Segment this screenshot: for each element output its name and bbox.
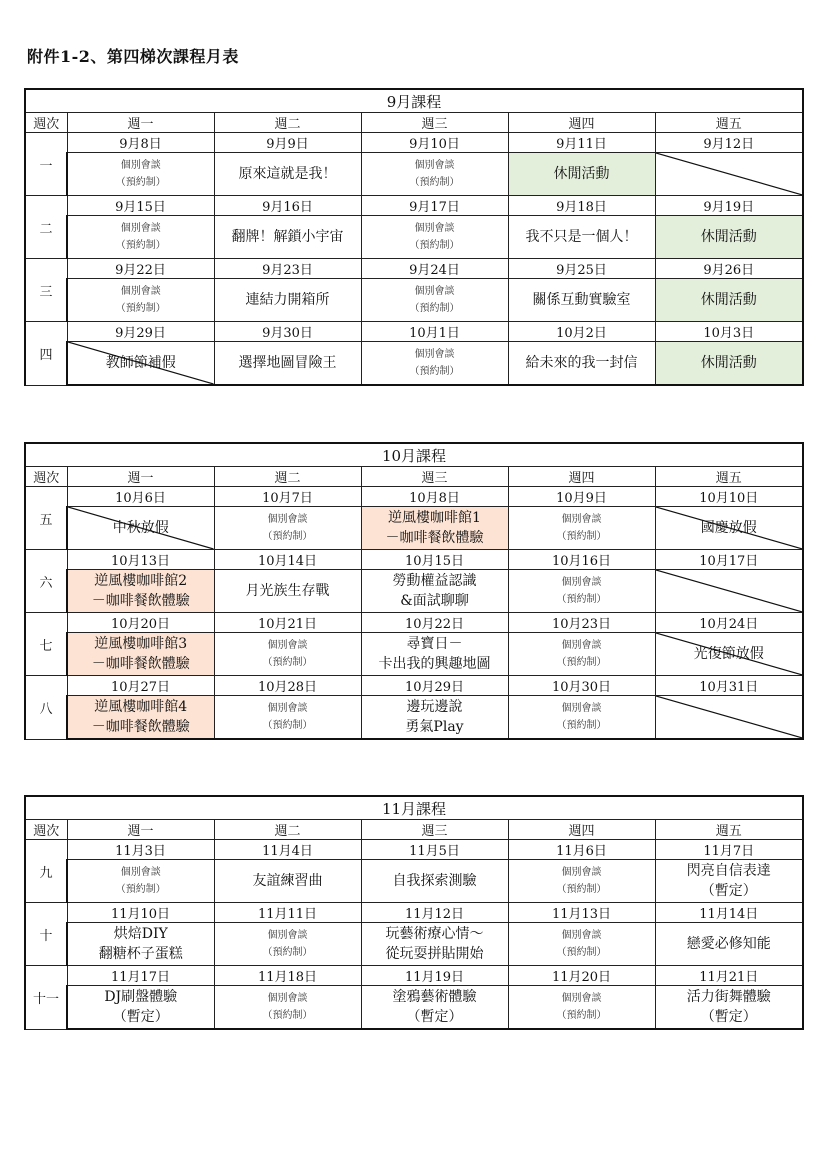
month-title-row (25, 443, 803, 467)
date-cell: 10月10日 (655, 487, 803, 507)
course-title-line: 戀愛必修知能 (686, 936, 771, 952)
activity-row (25, 216, 803, 259)
course-cell (361, 986, 508, 1030)
diagonal-strike-line (656, 153, 803, 195)
activity-row (25, 570, 803, 613)
leisure-activity-cell (655, 216, 803, 259)
weekday-header: 週四 (508, 467, 655, 487)
individual-counseling-cell (508, 986, 655, 1030)
individual-counseling-line: （預約制） (556, 947, 607, 958)
course-title-line: 連結力開箱所 (245, 292, 330, 308)
course-title-line: 給未來的我一封信 (525, 355, 638, 371)
course-title-line: 逆風樓咖啡館4 (94, 699, 188, 715)
date-row (25, 613, 803, 633)
weekday-header: 週四 (508, 113, 655, 133)
course-title-line: 休閒活動 (700, 355, 757, 371)
individual-counseling-line: 個別會談 (120, 160, 161, 171)
individual-counseling-line: 個別會談 (120, 286, 161, 297)
date-cell: 9月24日 (361, 259, 508, 279)
date-cell: 10月1日 (361, 322, 508, 342)
date-cell: 10月15日 (361, 550, 508, 570)
activity-row (25, 633, 803, 676)
course-title-line: 閃亮自信表達 (686, 863, 771, 879)
date-cell: 9月12日 (655, 133, 803, 153)
week-number: 五 (25, 487, 67, 550)
individual-counseling-line: （預約制） (556, 657, 607, 668)
date-cell: 10月14日 (214, 550, 361, 570)
activity-row (25, 342, 803, 386)
individual-counseling-line: 個別會談 (561, 993, 602, 1004)
diagonal-strike-line (656, 570, 803, 612)
activity-row (25, 153, 803, 196)
course-title-line: 逆風樓咖啡館3 (94, 636, 188, 652)
week-number: 一 (25, 133, 67, 196)
course-cell (508, 279, 655, 322)
individual-counseling-line: （預約制） (409, 240, 460, 251)
course-title-line: 玩藝術療心情～ (385, 926, 484, 942)
course-cell (508, 216, 655, 259)
course-cell (361, 633, 508, 676)
weekday-header-row (25, 467, 803, 487)
course-title-line: 活力街舞體驗 (686, 989, 771, 1005)
weekday-header: 週一 (67, 820, 214, 840)
holiday-label: 國慶放假 (700, 520, 757, 536)
week-number: 四 (25, 322, 67, 386)
course-title-line: 友誼練習曲 (252, 873, 323, 889)
individual-counseling-line: 個別會談 (414, 160, 455, 171)
individual-counseling-line: 個別會談 (561, 930, 602, 941)
weekday-header: 週二 (214, 113, 361, 133)
empty-slash-cell (655, 696, 803, 740)
individual-counseling-line: 個別會談 (561, 867, 602, 878)
course-title-line: －咖啡餐飲體驗 (91, 656, 190, 672)
week-number: 六 (25, 550, 67, 613)
course-title-line: 逆風樓咖啡館2 (94, 573, 188, 589)
date-cell: 10月13日 (67, 550, 214, 570)
date-cell: 11月21日 (655, 966, 803, 986)
course-title-line: 我不只是一個人！ (525, 229, 638, 245)
individual-counseling-cell (508, 860, 655, 903)
weekday-header: 週五 (655, 113, 803, 133)
date-row (25, 840, 803, 860)
date-cell: 9月11日 (508, 133, 655, 153)
individual-counseling-line: （預約制） (556, 531, 607, 542)
course-cell (655, 986, 803, 1030)
empty-slash-cell (655, 153, 803, 196)
activity-row (25, 986, 803, 1030)
course-title-line: 選擇地圖冒險王 (238, 355, 337, 371)
date-cell: 9月22日 (67, 259, 214, 279)
individual-counseling-line: 個別會談 (561, 703, 602, 714)
date-cell: 10月30日 (508, 676, 655, 696)
course-cell (361, 923, 508, 966)
course-title-line: （暫定） (700, 1009, 757, 1025)
diagonal-strike-line (656, 696, 803, 738)
week-column-header: 週次 (25, 467, 67, 487)
week-number: 三 (25, 259, 67, 322)
individual-counseling-line: （預約制） (115, 240, 166, 251)
date-cell: 11月11日 (214, 903, 361, 923)
course-cell (655, 923, 803, 966)
course-title-line: 休閒活動 (553, 166, 610, 182)
date-cell: 9月10日 (361, 133, 508, 153)
date-cell: 9月19日 (655, 196, 803, 216)
course-title-line: 關係互動實驗室 (532, 292, 631, 308)
date-row (25, 550, 803, 570)
date-row (25, 133, 803, 153)
activity-row (25, 860, 803, 903)
date-cell: 10月2日 (508, 322, 655, 342)
week-number: 十一 (25, 966, 67, 1030)
individual-counseling-cell (361, 216, 508, 259)
weekday-header: 週四 (508, 820, 655, 840)
week-column-header: 週次 (25, 113, 67, 133)
date-cell: 10月9日 (508, 487, 655, 507)
course-title-line: 休閒活動 (700, 229, 757, 245)
course-title-line: 勇氣Play (405, 719, 464, 735)
holiday-label: 教師節補假 (105, 355, 176, 371)
date-cell: 10月27日 (67, 676, 214, 696)
month-title: 11月課程 (25, 796, 803, 820)
course-cell (214, 216, 361, 259)
individual-counseling-line: （預約制） (556, 1010, 607, 1021)
individual-counseling-line: 個別會談 (414, 286, 455, 297)
course-title-line: &面試聊聊 (400, 593, 469, 609)
date-cell: 10月3日 (655, 322, 803, 342)
course-cell (67, 923, 214, 966)
course-title-line: 休閒活動 (700, 292, 757, 308)
week-column-header: 週次 (25, 820, 67, 840)
individual-counseling-line: （預約制） (409, 303, 460, 314)
individual-counseling-cell (508, 633, 655, 676)
date-cell: 11月10日 (67, 903, 214, 923)
week-number: 八 (25, 676, 67, 740)
course-title-line: 邊玩邊說 (406, 699, 463, 715)
date-cell: 11月18日 (214, 966, 361, 986)
course-cell (67, 986, 214, 1030)
course-title-line: （暫定） (700, 883, 757, 899)
month-title: 10月課程 (25, 443, 803, 467)
weekday-header: 週五 (655, 820, 803, 840)
date-cell: 10月6日 (67, 487, 214, 507)
weekday-header: 週三 (361, 467, 508, 487)
date-cell: 10月31日 (655, 676, 803, 696)
individual-counseling-cell (214, 696, 361, 740)
individual-counseling-line: （預約制） (262, 531, 313, 542)
date-row (25, 322, 803, 342)
date-cell: 10月20日 (67, 613, 214, 633)
date-cell: 9月9日 (214, 133, 361, 153)
individual-counseling-line: （預約制） (115, 884, 166, 895)
holiday-cell (655, 633, 803, 676)
course-cell (361, 570, 508, 613)
holiday-label: 光復節放假 (693, 646, 764, 662)
individual-counseling-cell (361, 279, 508, 322)
activity-row (25, 279, 803, 322)
course-title-line: 烘焙DIY (113, 926, 168, 942)
individual-counseling-line: 個別會談 (414, 223, 455, 234)
date-cell: 9月23日 (214, 259, 361, 279)
activity-row (25, 507, 803, 550)
date-cell: 9月8日 (67, 133, 214, 153)
individual-counseling-line: 個別會談 (120, 223, 161, 234)
date-cell: 10月17日 (655, 550, 803, 570)
date-cell: 11月4日 (214, 840, 361, 860)
individual-counseling-line: （預約制） (115, 177, 166, 188)
empty-slash-cell (655, 570, 803, 613)
cafe-experience-cell (67, 633, 214, 676)
course-cell (214, 570, 361, 613)
course-title-line: （暫定） (406, 1009, 463, 1025)
individual-counseling-cell (508, 570, 655, 613)
individual-counseling-line: 個別會談 (267, 930, 308, 941)
date-row (25, 966, 803, 986)
date-cell: 11月13日 (508, 903, 655, 923)
date-cell: 11月3日 (67, 840, 214, 860)
course-cell (361, 696, 508, 740)
individual-counseling-line: （預約制） (262, 1010, 313, 1021)
holiday-cell (655, 507, 803, 550)
individual-counseling-cell (67, 860, 214, 903)
course-title-line: 塗鴉藝術體驗 (392, 989, 477, 1005)
individual-counseling-line: 個別會談 (267, 993, 308, 1004)
course-title-line: －咖啡餐飲體驗 (385, 530, 484, 546)
individual-counseling-line: 個別會談 (267, 514, 308, 525)
holiday-cell (67, 507, 214, 550)
date-cell: 10月29日 (361, 676, 508, 696)
date-cell: 10月24日 (655, 613, 803, 633)
date-cell: 9月29日 (67, 322, 214, 342)
course-cell (361, 860, 508, 903)
date-cell: 11月17日 (67, 966, 214, 986)
individual-counseling-line: 個別會談 (267, 640, 308, 651)
individual-counseling-cell (214, 923, 361, 966)
date-cell: 9月18日 (508, 196, 655, 216)
course-title-line: 尋寶日－ (406, 636, 463, 652)
individual-counseling-cell (214, 507, 361, 550)
cafe-experience-cell (361, 507, 508, 550)
individual-counseling-cell (508, 696, 655, 740)
individual-counseling-cell (67, 216, 214, 259)
course-title-line: 自我探索測驗 (392, 873, 477, 889)
individual-counseling-line: 個別會談 (267, 703, 308, 714)
cafe-experience-cell (67, 570, 214, 613)
course-cell (508, 342, 655, 386)
course-title-line: 逆風樓咖啡館1 (388, 510, 481, 526)
date-cell: 9月16日 (214, 196, 361, 216)
week-number: 七 (25, 613, 67, 676)
individual-counseling-line: （預約制） (262, 657, 313, 668)
course-title-line: －咖啡餐飲體驗 (91, 719, 190, 735)
individual-counseling-line: （預約制） (409, 366, 460, 377)
schedule-table-11-month (24, 795, 804, 1030)
date-cell: 11月20日 (508, 966, 655, 986)
course-title-line: －咖啡餐飲體驗 (91, 593, 190, 609)
individual-counseling-cell (67, 153, 214, 196)
individual-counseling-cell (361, 153, 508, 196)
cafe-experience-cell (67, 696, 214, 740)
individual-counseling-line: （預約制） (556, 594, 607, 605)
course-title-line: 從玩耍拼貼開始 (385, 946, 484, 962)
date-cell: 10月7日 (214, 487, 361, 507)
date-row (25, 903, 803, 923)
individual-counseling-line: 個別會談 (120, 867, 161, 878)
month-title-row (25, 796, 803, 820)
weekday-header: 週五 (655, 467, 803, 487)
individual-counseling-line: （預約制） (409, 177, 460, 188)
course-title-line: 勞動權益認識 (392, 573, 477, 589)
individual-counseling-cell (508, 923, 655, 966)
course-cell (214, 860, 361, 903)
course-cell (214, 342, 361, 386)
leisure-activity-cell (508, 153, 655, 196)
weekday-header: 週二 (214, 467, 361, 487)
individual-counseling-cell (67, 279, 214, 322)
date-cell: 11月7日 (655, 840, 803, 860)
date-cell: 11月19日 (361, 966, 508, 986)
individual-counseling-line: 個別會談 (561, 514, 602, 525)
schedule-table-9-month (24, 88, 804, 386)
individual-counseling-line: 個別會談 (561, 577, 602, 588)
weekday-header: 週一 (67, 113, 214, 133)
date-cell: 9月25日 (508, 259, 655, 279)
course-cell (655, 860, 803, 903)
schedule-table-10-month (24, 442, 804, 740)
individual-counseling-line: （預約制） (262, 720, 313, 731)
course-cell (214, 153, 361, 196)
date-cell: 10月23日 (508, 613, 655, 633)
date-cell: 9月15日 (67, 196, 214, 216)
date-row (25, 196, 803, 216)
course-cell (214, 279, 361, 322)
individual-counseling-line: （預約制） (556, 884, 607, 895)
individual-counseling-cell (214, 633, 361, 676)
leisure-activity-cell (655, 279, 803, 322)
date-cell: 10月22日 (361, 613, 508, 633)
weekday-header-row (25, 113, 803, 133)
date-cell: 9月17日 (361, 196, 508, 216)
date-cell: 10月28日 (214, 676, 361, 696)
weekday-header: 週三 (361, 820, 508, 840)
week-number: 九 (25, 840, 67, 903)
week-number: 二 (25, 196, 67, 259)
date-cell: 11月14日 (655, 903, 803, 923)
date-cell: 11月5日 (361, 840, 508, 860)
date-cell: 10月8日 (361, 487, 508, 507)
date-cell: 9月30日 (214, 322, 361, 342)
weekday-header-row (25, 820, 803, 840)
individual-counseling-line: 個別會談 (414, 349, 455, 360)
course-title-line: 翻糖杯子蛋糕 (98, 946, 183, 962)
date-cell: 10月16日 (508, 550, 655, 570)
activity-row (25, 923, 803, 966)
date-row (25, 259, 803, 279)
date-cell: 9月26日 (655, 259, 803, 279)
individual-counseling-line: （預約制） (115, 303, 166, 314)
course-title-line: 卡出我的興趣地圖 (378, 656, 491, 672)
weekday-header: 週三 (361, 113, 508, 133)
individual-counseling-line: 個別會談 (561, 640, 602, 651)
month-title: 9月課程 (25, 89, 803, 113)
date-cell: 10月21日 (214, 613, 361, 633)
month-title-row (25, 89, 803, 113)
activity-row (25, 696, 803, 740)
date-cell: 11月12日 (361, 903, 508, 923)
week-number: 十 (25, 903, 67, 966)
date-row (25, 676, 803, 696)
individual-counseling-line: （預約制） (262, 947, 313, 958)
holiday-label: 中秋放假 (112, 520, 169, 536)
holiday-cell (67, 342, 214, 386)
weekday-header: 週一 (67, 467, 214, 487)
weekday-header: 週二 (214, 820, 361, 840)
course-title-line: 翻牌！解鎖小宇宙 (231, 229, 344, 245)
date-row (25, 487, 803, 507)
leisure-activity-cell (655, 342, 803, 386)
individual-counseling-cell (361, 342, 508, 386)
course-title-line: 原來這就是我！ (238, 166, 337, 182)
date-cell: 11月6日 (508, 840, 655, 860)
document-title: 附件1-2、第四梯次課程月表 (27, 47, 239, 66)
individual-counseling-cell (508, 507, 655, 550)
individual-counseling-cell (214, 986, 361, 1030)
course-title-line: 月光族生存戰 (245, 583, 330, 599)
individual-counseling-line: （預約制） (556, 720, 607, 731)
course-title-line: （暫定） (112, 1009, 169, 1025)
course-title-line: DJ刷盤體驗 (104, 989, 178, 1005)
